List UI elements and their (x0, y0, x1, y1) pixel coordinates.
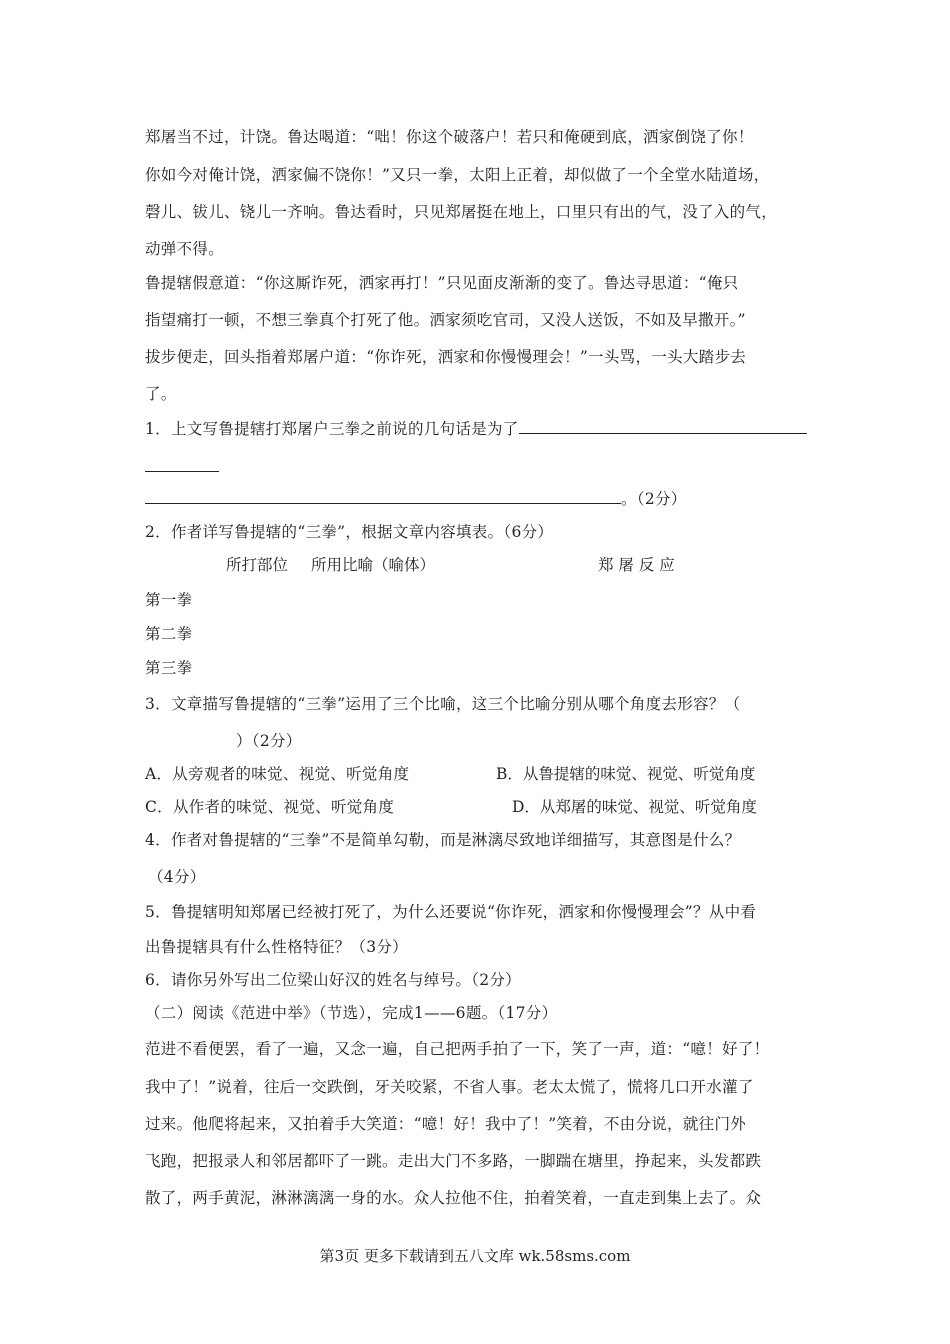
passage2-line-5: 散了，两手黄泥，淋淋漓漓一身的水。众人拉他不住，拍着笑着，一直走到集上去了。众 (145, 1189, 762, 1207)
table-header-reaction: 郑 屠 反 应 (598, 556, 675, 574)
option-c: C．从作者的味觉、视觉、听觉角度 (145, 798, 395, 816)
answer-blank (145, 488, 621, 504)
question-4: 4．作者对鲁提辖的“三拳”不是简单勾勒，而是淋漓尽致地详细描写，其意图是什么？ (145, 831, 741, 849)
passage2-line-4: 飞跑，把报录人和邻居都吓了一跳。走出大门不多路，一脚踹在塘里，挣起来，头发都跌 (145, 1152, 762, 1170)
answer-blank (519, 418, 807, 434)
table-row-3: 第三拳 (145, 659, 193, 677)
question-6: 6．请你另外写出二位梁山好汉的姓名与绰号。（2分） (145, 971, 521, 989)
question-1 (145, 418, 807, 439)
passage1-line-1: 郑屠当不过，计饶。鲁达喝道：“咄！你这个破落户！若只和俺硬到底，洒家倒饶了你！ (145, 128, 754, 146)
passage1-line-3: 磬儿、钹儿、铙儿一齐响。鲁达看时，只见郑屠挺在地上，口里只有出的气，没了入的气， (145, 203, 778, 221)
question-1-score: 。（2分） (621, 490, 687, 508)
question-3: 3．文章描写鲁提辖的“三拳”运用了三个比喻，这三个比喻分别从哪个角度去形容？（ (145, 695, 741, 713)
option-b: B．从鲁提辖的味觉、视觉、听觉角度 (496, 765, 756, 783)
passage2-line-3: 过来。他爬将起来，又拍着手大笑道：“噫！好！我中了！”笑着，不由分说，就往门外 (145, 1115, 747, 1133)
passage1-line-4: 动弹不得。 (145, 240, 225, 258)
question-1-cont (145, 456, 219, 477)
passage1-line-8: 了。 (145, 385, 177, 403)
table-row-2: 第二拳 (145, 625, 193, 643)
passage2-line-1: 范进不看便罢，看了一遍，又念一遍，自己把两手拍了一下，笑了一声，道：“噫！好了！ (145, 1040, 770, 1058)
passage2-line-2: 我中了！”说着，往后一交跌倒，牙关咬紧，不省人事。老太太慌了，慌将几口开水灌了 (145, 1078, 754, 1096)
page-footer: 第3页 更多下载请到五八文库 wk.58sms.com (319, 1247, 631, 1265)
question-1-end (145, 488, 687, 509)
table-row-1: 第一拳 (145, 591, 193, 609)
answer-blank (145, 456, 219, 472)
question-5: 5．鲁提辖明知郑屠已经被打死了，为什么还要说“你诈死，洒家和你慢慢理会”？从中看 (145, 903, 757, 921)
option-d: D．从郑屠的味觉、视觉、听觉角度 (512, 798, 757, 816)
passage1-line-6: 指望痛打一顿，不想三拳真个打死了他。洒家须吃官司，又没人送饭，不如及早撒开。” (145, 311, 746, 329)
question-1-text: 1．上文写鲁提辖打郑屠户三拳之前说的几句话是为了 (145, 420, 519, 438)
question-2: 2．作者详写鲁提辖的“三拳”，根据文章内容填表。（6分） (145, 523, 554, 541)
table-header-metaphor: 所用比喻（喻体） (311, 556, 436, 574)
option-a: A．从旁观者的味觉、视觉、听觉角度 (145, 765, 410, 783)
passage1-line-2: 你如今对俺计饶，洒家偏不饶你！”又只一拳，太阳上正着，却似做了一个全堂水陆道场， (145, 166, 770, 184)
question-4-score: （4分） (148, 868, 206, 886)
question-5-cont: 出鲁提辖具有什么性格特征？（3分） (145, 938, 408, 956)
passage1-line-7: 拔步便走，回头指着郑屠户道：“你诈死，洒家和你慢慢理会！”一头骂，一头大踏步去 (145, 348, 747, 366)
question-3-cont: ）（2分） (236, 732, 302, 750)
table-header-part: 所打部位 (226, 556, 289, 574)
section-2-title: （二）阅读《范进中举》（节选），完成1——6题。（17分） (145, 1004, 558, 1022)
passage1-line-5: 鲁提辖假意道：“你这厮诈死，洒家再打！”只见面皮渐渐的变了。鲁达寻思道：“俺只 (145, 274, 739, 292)
